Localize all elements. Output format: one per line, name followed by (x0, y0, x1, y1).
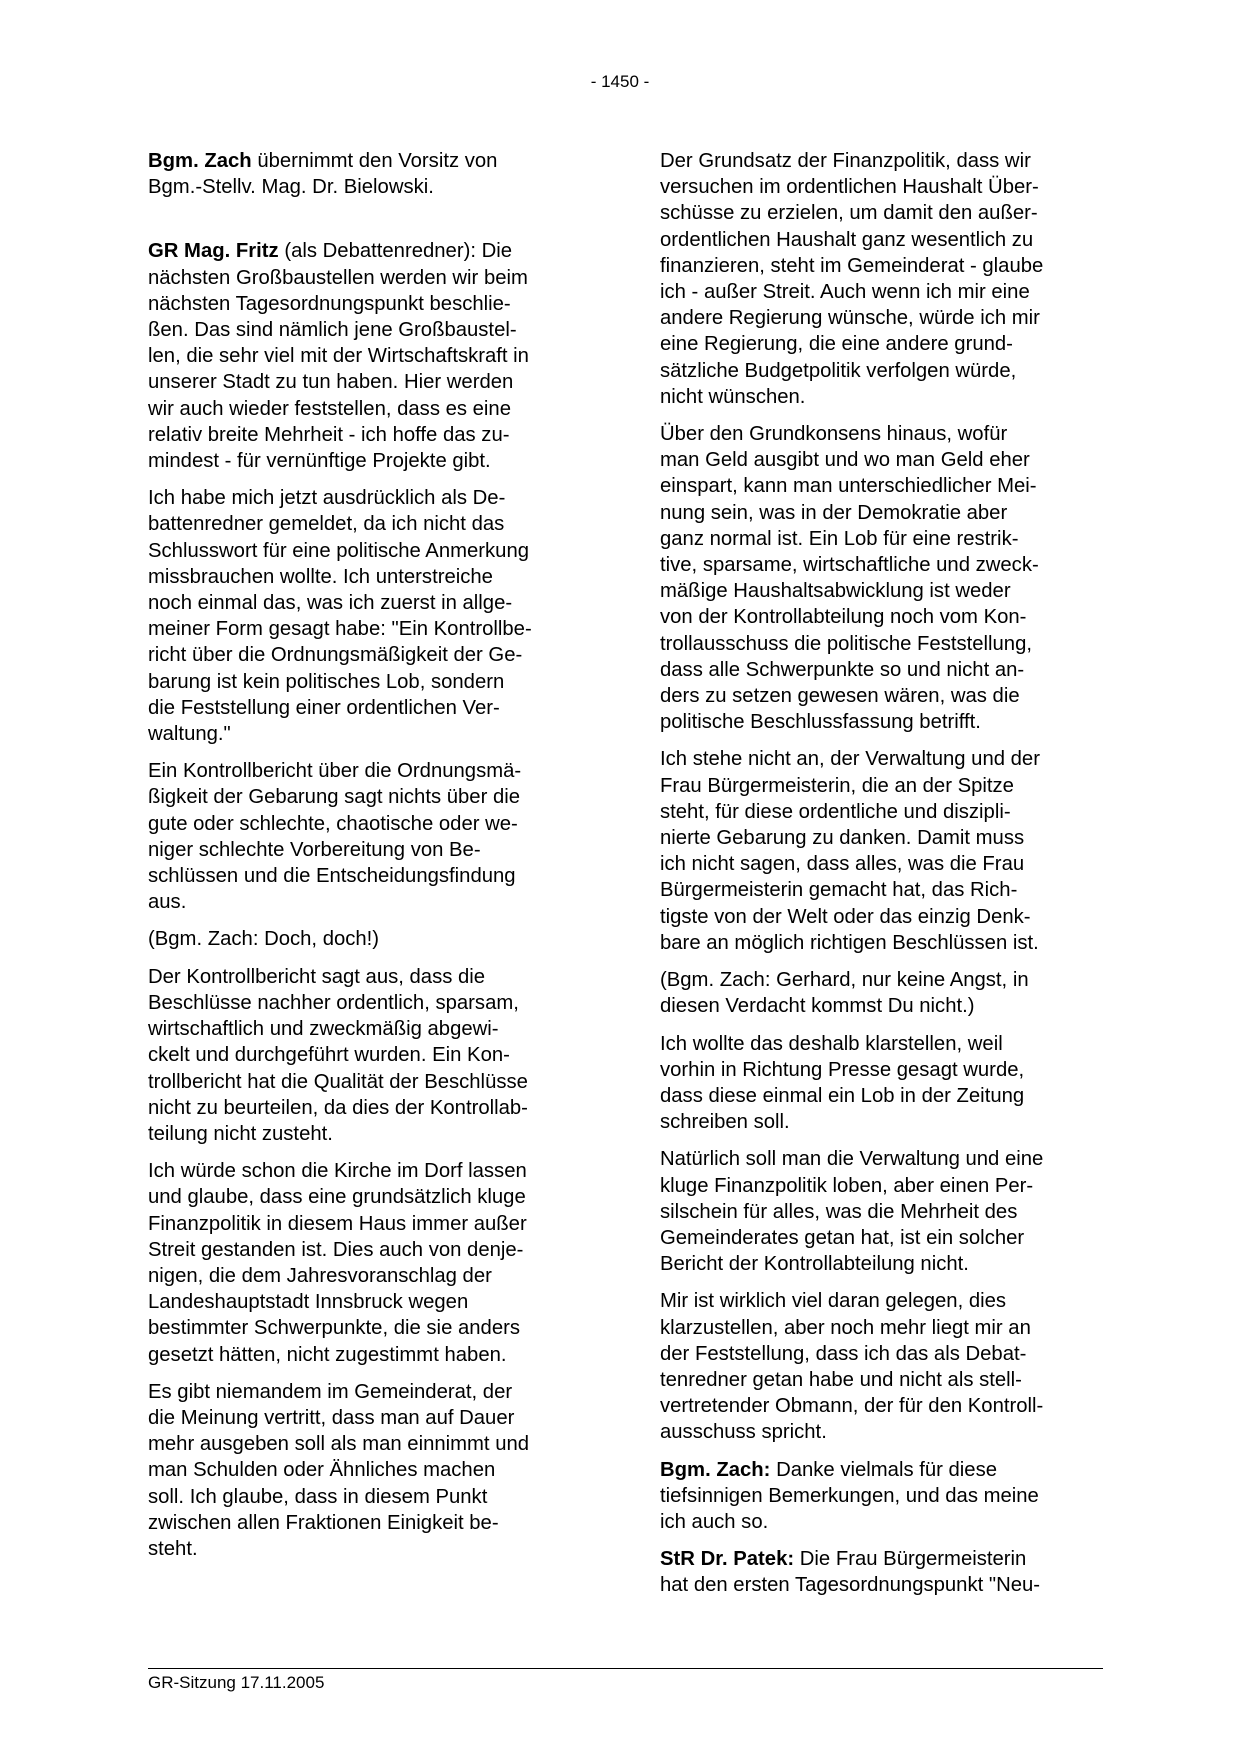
paragraph: Der Kontrollbericht sagt aus, dass die Beschlüsse nachher ordentlich, sparsam, wirtschaftlich und zweckmäßig abgewi- ckelt und durchgeführt wurden. Ein Kon- trollbericht hat die Qualität der Beschlüsse nicht zu beurteilen, da dies der Kontrollab- teilung nicht zusteht. (148, 965, 528, 1145)
paragraph (660, 1457, 1105, 1536)
paragraph (148, 238, 588, 474)
paragraph-text: Danke vielmals für diese tiefsinnigen Bemerkungen, und das meine ich auch so. (660, 1458, 1039, 1533)
speaker-name: StR Dr. Patek: (660, 1548, 795, 1571)
paragraph-text: (als Debattenredner): Die nächsten Großbaustellen werden wir beim nächsten Tagesordnungspunkt beschlie- ßen. Das sind nämlich jene Großbaustel- len, die sehr viel mit der Wirtschaftskraft in unserer Stadt zu tun haben. Hier werden wir auch wieder feststellen, dass es eine relativ breite Mehrheit - ich hoffe das zu- mindest - für vernünftige Projekte gibt. (148, 240, 529, 473)
paragraph (660, 1546, 1105, 1598)
paragraph: Ein Kontrollbericht über die Ordnungsmä- ßigkeit der Gebarung sagt nichts über die gute oder schlechte, chaotische oder we- niger schlechte Vorbereitung von Be- schlüssen und die Entscheidungsfindung aus. (148, 760, 522, 914)
footer-session-date: GR-Sitzung 17.11.2005 (148, 1673, 325, 1692)
interjection: (Bgm. Zach: Gerhard, nur keine Angst, in diesen Verdacht kommst Du nicht.) (660, 969, 1029, 1018)
paragraph (148, 148, 588, 200)
speaker-name: GR Mag. Fritz (148, 240, 279, 263)
right-column (660, 148, 1105, 1610)
paragraph: Ich habe mich jetzt ausdrücklich als De- battenredner gemeldet, da ich nicht das Schlusswort für eine politische Anmerkung missbrauchen wollte. Ich unterstreiche noch einmal das, was ich zuerst in allge- meiner Form gesagt habe: "Ein Kontrollbe- richt über die Ordnungsmäßigkeit der Ge- barung ist kein politisches Lob, sondern die Feststellung einer ordentlichen Ver- waltung." (148, 487, 532, 746)
paragraph: Der Grundsatz der Finanzpolitik, dass wir versuchen im ordentlichen Haushalt Über- schüsse zu erzielen, um damit den außer- ordentlichen Haushalt ganz wesentlich zu finanzieren, steht im Gemeinderat - glaube ich - außer Streit. Auch wenn ich mir eine andere Regierung wünsche, würde ich mir eine Regierung, die eine andere grund- sätzliche Budgetpolitik verfolgen würde, nicht wünschen. (660, 150, 1044, 408)
paragraph: Ich würde schon die Kirche im Dorf lassen und glaube, dass eine grundsätzlich kluge Finanzpolitik in diesem Haus immer außer Streit gestanden ist. Dies auch von denje- nigen, die dem Jahresvoranschlag der Landeshauptstadt Innsbruck wegen bestimmter Schwerpunkte, die sie anders gesetzt hätten, nicht zugestimmt haben. (148, 1160, 527, 1366)
paragraph: Natürlich soll man die Verwaltung und eine kluge Finanzpolitik loben, aber einen Per- silschein für alles, was die Mehrheit des Gemeinderates getan hat, ist ein solcher Bericht der Kontrollabteilung nicht. (660, 1148, 1044, 1276)
paragraph: Mir ist wirklich viel daran gelegen, dies klarzustellen, aber noch mehr liegt mir an der Feststellung, dass ich das als Debat- tenredner getan habe und nicht als stell- vertretender Obmann, der für den Kontroll- ausschuss spricht. (660, 1290, 1044, 1444)
speaker-name: Bgm. Zach (148, 150, 252, 172)
left-column (148, 148, 588, 1573)
paragraph: Ich wollte das deshalb klarstellen, weil vorhin in Richtung Presse gesagt wurde, dass diese einmal ein Lob in der Zeitung schreiben soll. (660, 1032, 1025, 1134)
paragraph-text: übernimmt den Vorsitz von Bgm.-Stellv. Mag. Dr. Bielowski. (148, 150, 498, 199)
paragraph: Ich stehe nicht an, der Verwaltung und der Frau Bürgermeisterin, die an der Spitze steht, für diese ordentliche und diszipli- nierte Gebarung zu danken. Damit muss ich nicht sagen, dass alles, was die Frau Bürgermeisterin gemacht hat, das Rich- tigste von der Welt oder das einzig Denk- bare an möglich richtigen Beschlüssen ist. (660, 748, 1040, 954)
page-number: - 1450 - (590, 72, 650, 91)
paragraph-text: Die Frau Bürgermeisterin hat den ersten Tagesordnungspunkt "Neu- (660, 1548, 1041, 1597)
speaker-name: Bgm. Zach: (660, 1458, 771, 1481)
paragraph: Über den Grundkonsens hinaus, wofür man Geld ausgibt und wo man Geld eher einspart, kann man unterschiedlicher Mei- nung sein, was in der Demokratie aber ganz normal ist. Ein Lob für eine restrik- tive, sparsame, wirtschaftliche und zweck- mäßige Haushaltsabwicklung ist weder von der Kontrollabteilung noch vom Kon- trollausschuss die politische Feststellung, dass alle Schwerpunkte so und nicht an- ders zu setzen gewesen wären, was die politische Beschlussfassung betrifft. (660, 423, 1039, 734)
footer-divider (148, 1668, 1103, 1669)
interjection: (Bgm. Zach: Doch, doch!) (148, 928, 380, 951)
paragraph: Es gibt niemandem im Gemeinderat, der die Meinung vertritt, dass man auf Dauer mehr ausgeben soll als man einnimmt und man Schulden oder Ähnliches machen soll. Ich glaube, dass in diesem Punkt zwischen allen Fraktionen Einigkeit be- steht. (148, 1380, 530, 1560)
